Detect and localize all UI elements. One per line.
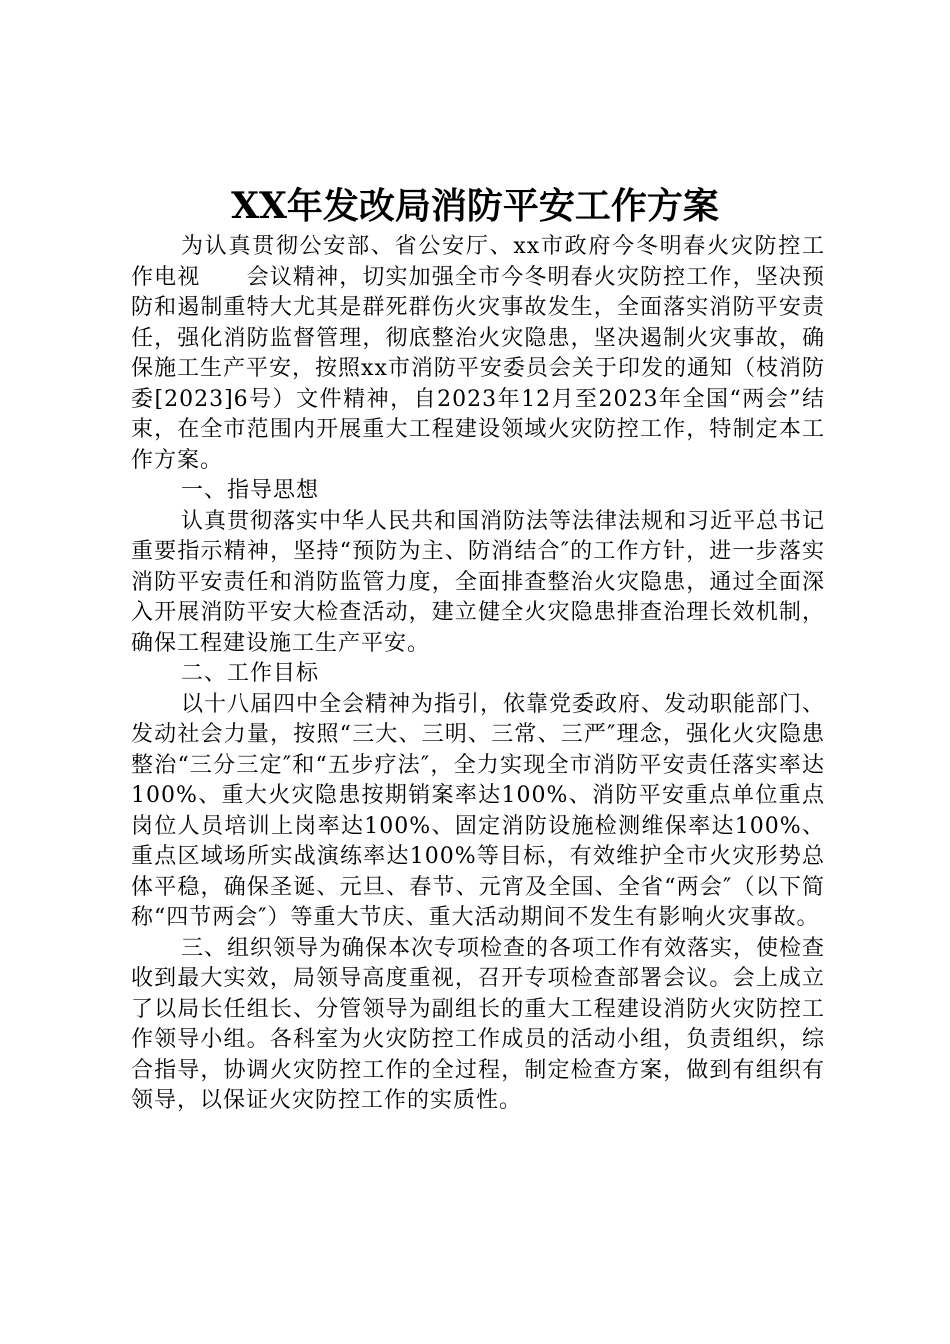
section-heading-work-goals: 二、工作目标 xyxy=(181,661,320,686)
document-title: XX年发改局消防平安工作方案 xyxy=(231,185,719,227)
section-paragraph-organization-leadership: 三、组织领导为确保本次专项检查的各项工作有效落实，使检查收到最大实效，局领导高度重视，召开专项检查部署会议。会上成立了以局长任组长、分管领导为副组长的重大工程建设消防火灾防控工作领导小组。各科室为火灾防控工作成员的活动小组，负责组织，综合指导，协调火灾防控工作的全过程，制定检查方案，做到有组织有领导，以保证火灾防控工作的实质性。 xyxy=(131,935,826,1113)
section-paragraph-guiding-ideology: 认真贯彻落实中华人民共和国消防法等法律法规和习近平总书记重要指示精神，坚持“预防为主、防消结合″的工作方针，进一步落实消防平安责任和消防监管力度，全面排查整治火灾隐患，通过全面深入开展消防平安大检查活动，建立健全火灾隐患排查治理长效机制，确保工程建设施工生产平安。 xyxy=(131,508,826,656)
section-heading-guiding-ideology: 一、指导思想 xyxy=(181,478,320,503)
section-paragraph-work-goals: 以十八届四中全会精神为指引，依靠党委政府、发动职能部门、发动社会力量，按照“三大、三明、三常、三严″理念，强化火灾隐患整治“三分三定″和“五步疗法″，全力实现全市消防平安责任落实率达100%、重大火灾隐患按期销案率达100%、消防平安重点单位重点岗位人员培训上岗率达100%、固定消防设施检测维保率达100%、重点区域场所实战演练率达100%等目标，有效维护全市火灾形势总体平稳，确保圣诞、元旦、春节、元宵及全国、全省“两会″（以下简称“四节两会″）等重大节庆、重大活动期间不发生有影响火灾事故。 xyxy=(131,691,826,930)
document-body xyxy=(131,232,825,1117)
intro-paragraph: 为认真贯彻公安部、省公安厅、xx市政府今冬明春火灾防控工作电视 会议精神，切实加强全市今冬明春火灾防控工作，坚决预防和遏制重特大尤其是群死群伤火灾事故发生，全面落实消防平安责任，强化消防监督管理，彻底整治火灾隐患，坚决遏制火灾事故，确保施工生产平安，按照xx市消防平安委员会关于印发的通知（枝消防委[2023]6号）文件精神，自2023年12月至2023年全国“两会”结束，在全市范围内开展重大工程建设领域火灾防控工作，特制定本工作方案。 xyxy=(131,234,825,473)
